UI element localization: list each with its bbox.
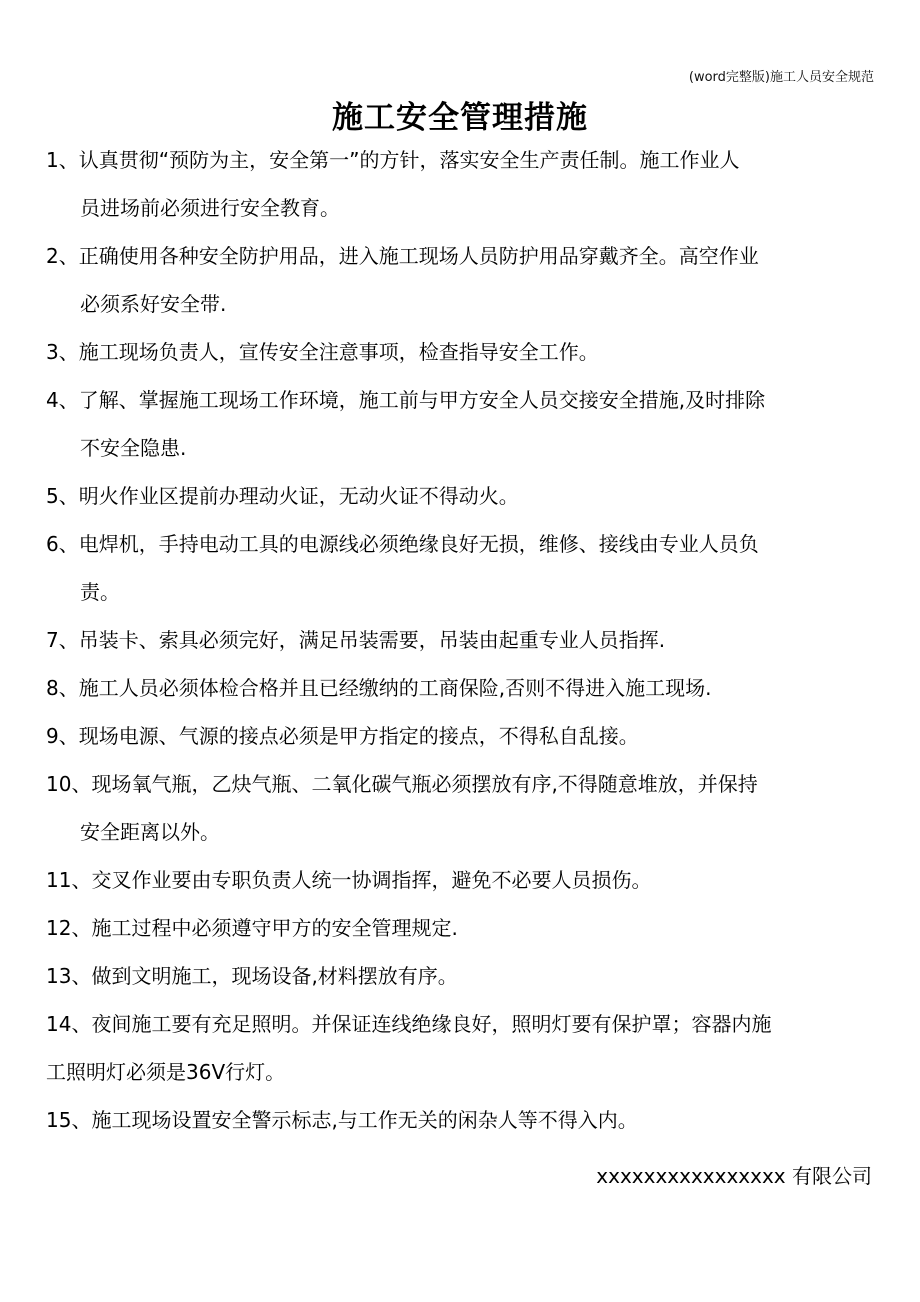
list-item-4 (46, 376, 878, 472)
list-item-10 (46, 760, 878, 856)
item-text-line-1: 13、做到文明施工，现场设备,材料摆放有序。 (46, 964, 458, 988)
list-item-2 (46, 232, 878, 328)
item-text-line-1: 2、正确使用各种安全防护用品，进入施工现场人员防护用品穿戴齐全。高空作业 (46, 244, 759, 268)
list-item-12 (46, 904, 878, 952)
list-item-5 (46, 472, 878, 520)
item-text-line-1: 1、认真贯彻“预防为主，安全第一”的方针，落实安全生产责任制。施工作业人 (46, 148, 740, 172)
list-item-3 (46, 328, 878, 376)
item-text-line-1: 6、电焊机，手持电动工具的电源线必须绝缘良好无损，维修、接线由专业人员负 (46, 532, 759, 556)
list-item-1 (46, 136, 878, 232)
list-item-8 (46, 664, 878, 712)
list-item-11 (46, 856, 878, 904)
item-text-line-1: 7、吊装卡、索具必须完好，满足吊装需要，吊装由起重专业人员指挥. (46, 628, 666, 652)
item-text-line-2: 安全距离以外。 (80, 820, 220, 844)
item-text-line-2: 责。 (80, 580, 120, 604)
list-item-13 (46, 952, 878, 1000)
item-text-line-2: 不安全隐患. (80, 436, 187, 460)
page-header: (word完整版)施工人员安全规范 (688, 70, 874, 85)
item-text-line-1: 3、施工现场负责人，宣传安全注意事项，检查指导安全工作。 (46, 340, 599, 364)
item-text-line-1: 14、夜间施工要有充足照明。并保证连线绝缘良好，照明灯要有保护罩；容器内施 (46, 1012, 772, 1036)
list-item-14 (46, 1000, 878, 1096)
item-text-line-2: 必须系好安全带. (80, 292, 227, 316)
list-item-9 (46, 712, 878, 760)
company-signature: xxxxxxxxxxxxxxxx 有限公司 (596, 1164, 872, 1188)
page-title: 施工安全管理措施 (332, 100, 588, 136)
item-text-line-1: 12、施工过程中必须遵守甲方的安全管理规定. (46, 916, 458, 940)
item-text-line-2: 员进场前必须进行安全教育。 (80, 196, 340, 220)
list-item-15 (46, 1096, 878, 1144)
item-text-line-1: 15、施工现场设置安全警示标志,与工作无关的闲杂人等不得入内。 (46, 1108, 638, 1132)
item-text-line-1: 11、交叉作业要由专职负责人统一协调指挥，避免不必要人员损伤。 (46, 868, 652, 892)
item-text-line-1: 5、明火作业区提前办理动火证，无动火证不得动火。 (46, 484, 519, 508)
item-text-line-1: 4、了解、掌握施工现场工作环境，施工前与甲方安全人员交接安全措施,及时排除 (46, 388, 766, 412)
item-text-line-1: 8、施工人员必须体检合格并且已经缴纳的工商保险,否则不得进入施工现场. (46, 676, 712, 700)
list-item-7 (46, 616, 878, 664)
item-text-line-1: 9、现场电源、气源的接点必须是甲方指定的接点，不得私自乱接。 (46, 724, 639, 748)
list-item-6 (46, 520, 878, 616)
item-text-line-2: 工照明灯必须是36V行灯。 (46, 1060, 286, 1084)
item-text-line-1: 10、现场氧气瓶，乙炔气瓶、二氧化碳气瓶必须摆放有序,不得随意堆放，并保持 (46, 772, 758, 796)
